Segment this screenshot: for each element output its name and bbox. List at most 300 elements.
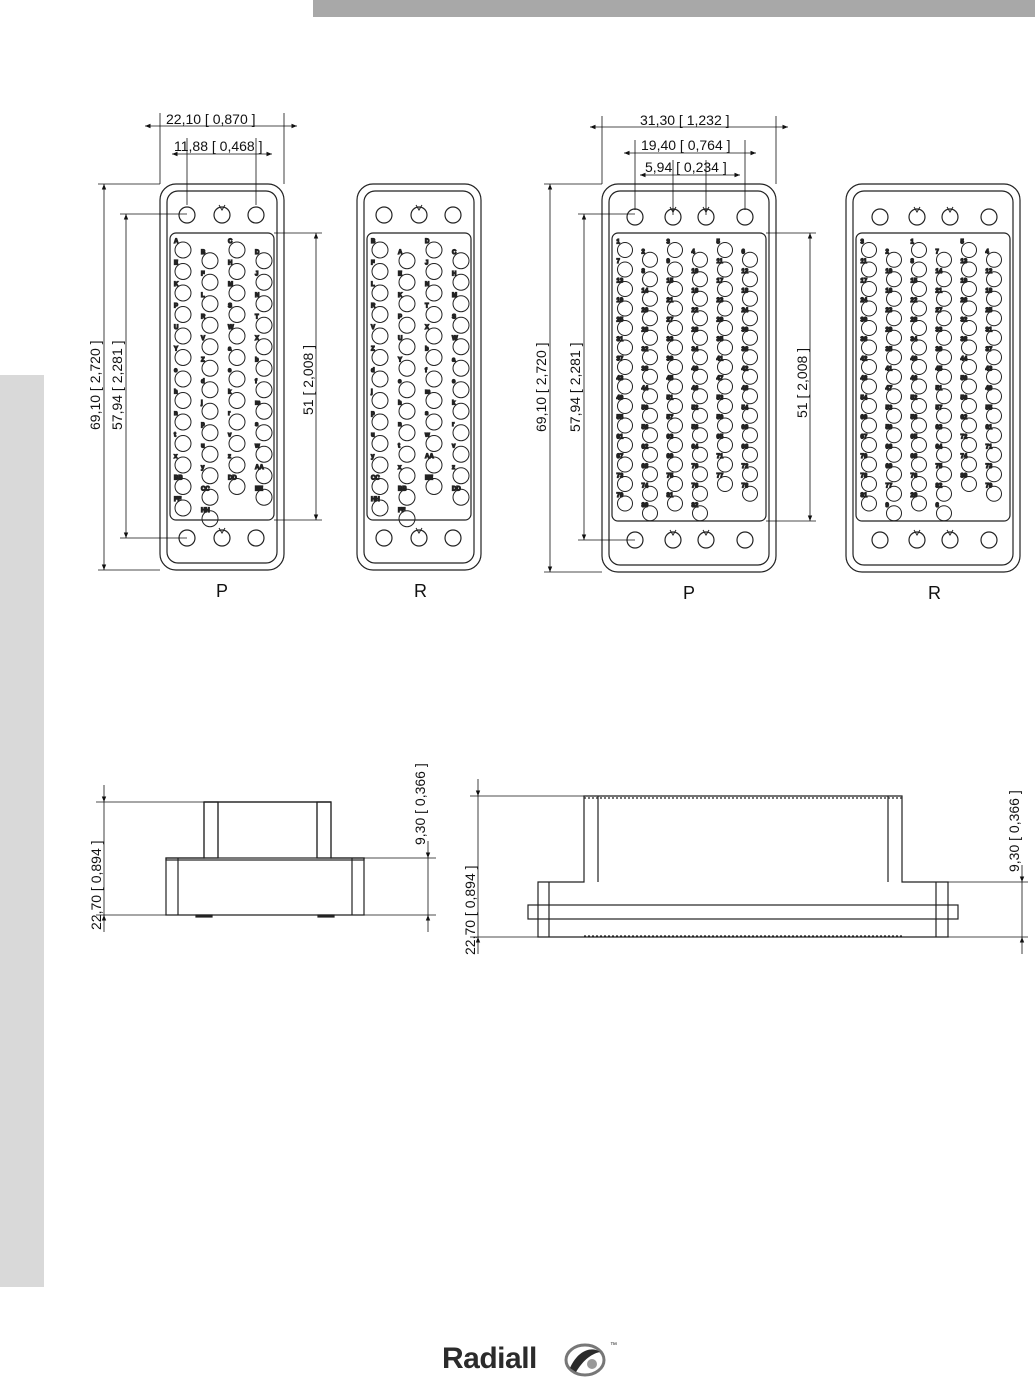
right-r-pin-label: 3	[860, 239, 864, 246]
left-p-pin-label: H	[228, 260, 233, 267]
right-p-pin-label: 33	[666, 337, 674, 343]
right-p-pin-label: 18	[741, 288, 749, 295]
right-r-pin-label: 28	[910, 317, 918, 324]
right-p-pin-label: 5	[716, 239, 720, 246]
left-r-pin-label: EE	[425, 475, 434, 482]
left-r-pin-label: w	[425, 432, 430, 439]
left-p-pin-label: D	[255, 249, 260, 256]
dimension-lines-top-left	[98, 113, 322, 570]
right-r-pin-label: 16	[885, 288, 893, 295]
left-r-pin-label: R	[371, 303, 376, 310]
right-p-pin-label: 80	[641, 502, 649, 509]
right-r-pin-label: 55	[985, 405, 993, 412]
left-r-pin-label: a	[452, 357, 456, 364]
right-p-pin-label: 49	[616, 395, 624, 402]
right-p-pin-label: 64	[691, 444, 699, 451]
right-p-pin-label: 81	[666, 493, 674, 499]
right-r-pin-label: 11	[860, 259, 867, 265]
right-r-pin-label: 41	[885, 366, 893, 373]
left-p-pin-label: b	[255, 357, 259, 364]
right-r-pin-label: 13	[960, 259, 968, 265]
dim-tr-width-mid: 19,40 [ 0,764 ]	[641, 137, 731, 153]
mounting-holes-left-p	[179, 205, 264, 546]
right-r-pin-label: 40	[910, 356, 918, 363]
right-r-pin-label: 8	[910, 259, 914, 265]
right-r-pin-label: 82	[935, 483, 943, 490]
right-p-pin-label: 48	[741, 385, 749, 392]
right-r-pin-label: 70	[860, 454, 868, 460]
right-p-pin-label: 11	[716, 259, 723, 265]
right-r-pin-label: 27	[935, 307, 943, 314]
right-r-pin-label: 6	[935, 502, 939, 509]
left-r-pin-label: X	[425, 325, 430, 331]
right-p-pin-label: 38	[641, 366, 649, 373]
right-p-pin-label: 53	[716, 395, 724, 402]
left-p-pin	[256, 274, 272, 290]
right-p-pin-label: 20	[641, 307, 649, 314]
dim-tl-insert-height: 51 [ 2,008 ]	[300, 344, 316, 415]
right-p-mount-hole	[737, 209, 753, 225]
right-p-pin-label: 8	[641, 268, 645, 275]
left-p-pin-label: W	[228, 325, 234, 331]
right-r-pin-label: 21	[935, 288, 943, 295]
right-r-pin-label: 9	[885, 502, 889, 509]
right-p-pin-label: 4	[691, 249, 695, 256]
left-p-pin-label: V	[201, 335, 206, 342]
right-p-pin-label: 1	[616, 239, 620, 246]
right-p-pin-label: 28	[691, 327, 699, 334]
right-r-pin-label: 17	[860, 278, 868, 285]
right-r-pin-label: 15	[910, 278, 918, 285]
left-p-pin	[256, 382, 272, 398]
right-p-pin-label: 34	[691, 346, 699, 353]
right-r-pin-label: 5	[960, 239, 964, 246]
right-r-pin-label: 78	[860, 473, 868, 480]
connector-face-right-p	[602, 184, 776, 572]
right-p-pin-label: 56	[641, 424, 649, 431]
right-r-pin-label: 36	[860, 337, 868, 343]
left-r-pin-label: r	[452, 421, 455, 428]
left-r-pin-label: z	[452, 464, 455, 471]
right-r-pin-label: 14	[935, 268, 943, 275]
right-r-pin-label: 58	[910, 415, 918, 421]
right-p-mount-hole	[737, 532, 753, 548]
logo-trademark: ™	[610, 1342, 617, 1349]
right-r-pin-label: 25	[985, 307, 993, 314]
left-p-pin-label: h	[174, 389, 178, 396]
right-r-pin-label: 48	[860, 376, 868, 382]
right-p-pin-label: 37	[616, 356, 624, 363]
right-p-pin-label: 54	[741, 405, 749, 412]
right-r-pin-label: 2	[885, 249, 889, 256]
right-p-pin-label: 36	[741, 346, 749, 353]
left-r-pin-label: N	[425, 282, 430, 288]
left-p-pin	[175, 457, 191, 473]
left-r-pin-label: v	[452, 443, 456, 450]
left-p-pin-label: v	[228, 432, 232, 439]
logo-swirl-icon	[562, 1342, 608, 1378]
side-view-right	[528, 796, 958, 937]
right-r-pin-label: 79	[985, 483, 993, 490]
right-r-pin-label: 46	[910, 376, 918, 382]
left-r-pin-label: S	[452, 314, 457, 321]
right-r-pin-label: 67	[860, 434, 868, 441]
right-r-pin-label: 38	[960, 337, 968, 343]
left-p-pin-label: u	[201, 443, 205, 450]
left-r-pin-label: d	[371, 368, 375, 374]
left-r-pin-label: j	[371, 389, 373, 396]
left-p-pin-label: B	[201, 249, 206, 256]
dim-tl-width-inner: 11,88 [ 0,468 ]	[174, 138, 263, 154]
right-p-pin-label: 73	[616, 473, 624, 480]
right-r-pin-label: 61	[985, 424, 993, 431]
right-p-pin-label: 65	[716, 434, 724, 441]
right-p-pin-label: 60	[741, 424, 749, 431]
left-p-pin	[229, 371, 245, 387]
left-p-pin	[229, 393, 245, 409]
left-p-pin-label: Z	[201, 357, 205, 364]
dim-tl-width-outer: 22,10 [ 0,870 ]	[166, 111, 256, 127]
left-p-pin-label: k	[228, 389, 232, 396]
right-p-pin-label: 26	[641, 327, 649, 334]
right-r-pin-label: 18	[985, 288, 993, 295]
right-p-pin-label: 42	[741, 366, 749, 373]
left-p-pin-label: S	[228, 303, 233, 310]
left-r-pin-label: Y	[398, 357, 403, 364]
right-r-pin-label: 29	[885, 327, 893, 334]
dim-tl-height-outer: 69,10 [ 2,720 ]	[87, 340, 103, 430]
left-r-pin	[426, 371, 442, 387]
right-r-pin-label: 26	[960, 298, 968, 304]
right-r-pin-label: 44	[960, 356, 968, 363]
left-p-pin	[202, 403, 218, 419]
left-p-mount-hole	[248, 207, 264, 223]
dimension-lines-bottom-right	[470, 779, 1028, 954]
left-p-pin-label: N	[255, 292, 260, 299]
right-r-pin-label: 62	[960, 415, 968, 421]
right-p-pin-label: 79	[616, 493, 624, 499]
left-r-pin	[453, 425, 469, 441]
right-p-pin-label: 40	[691, 366, 699, 373]
right-r-pin-label: 53	[885, 405, 893, 412]
right-p-pin-label: 62	[641, 444, 649, 451]
right-p-pin-label: 70	[691, 463, 699, 470]
right-r-pin-label: 80	[960, 473, 968, 480]
right-p-pin-label: 46	[691, 385, 699, 392]
left-r-pin-label: y	[371, 454, 375, 460]
left-p-pin-label: C	[228, 239, 233, 245]
right-p-mount-hole	[627, 209, 643, 225]
right-p-pin-label: 19	[616, 298, 624, 304]
left-r-pin-label: Z	[371, 346, 375, 353]
left-r-mount-hole	[445, 530, 461, 546]
left-p-pin-label: r	[228, 411, 231, 417]
right-p-pin-label: 50	[641, 405, 649, 412]
left-r-pin-label: f	[425, 368, 427, 374]
right-r-pin-label: 59	[885, 424, 893, 431]
right-p-pin-label: 72	[741, 463, 749, 470]
left-r-mount-hole	[445, 207, 461, 223]
right-p-pin-label: 74	[641, 483, 649, 490]
side-view-left	[166, 802, 364, 917]
left-r-pin-label: t	[398, 443, 400, 450]
right-r-pin-label: 68	[910, 454, 918, 460]
right-p-pin-label: 66	[741, 444, 749, 451]
left-r-pin-label: J	[425, 260, 429, 267]
right-r-pin-label: 19	[960, 278, 968, 285]
mounting-holes-right-r	[872, 207, 997, 548]
right-p-pin-label: 57	[666, 415, 674, 421]
right-p-pin-label: 68	[641, 463, 649, 470]
right-r-pin-label: 57	[935, 405, 943, 412]
right-r-pin-label: 71	[985, 444, 993, 451]
left-p-pin-label: s	[255, 421, 259, 428]
left-p-pin	[229, 436, 245, 452]
left-r-pin-label: s	[425, 411, 429, 417]
right-r-pin-label: 73	[985, 463, 993, 470]
right-p-pin-label: 77	[716, 473, 724, 480]
left-r-pin-label: W	[452, 335, 458, 342]
left-p-pin-label: P	[174, 303, 179, 310]
left-r-pin-label: U	[398, 335, 403, 342]
left-r-pin-label: C	[452, 249, 457, 256]
left-r-pin-label: B	[371, 239, 376, 245]
left-r-pin-label: p	[371, 411, 375, 417]
left-r-pin-label: H	[452, 271, 457, 278]
right-p-pin-label: 27	[666, 317, 674, 324]
pin-grid-left-r	[370, 239, 469, 527]
left-p-pin	[175, 436, 191, 452]
left-p-pin-label: j	[201, 400, 203, 407]
right-r-pin-label: 75	[935, 463, 943, 470]
right-r-pin-label: 76	[910, 473, 918, 480]
dim-tr-width-outer: 31,30 [ 1,232 ]	[640, 112, 730, 128]
left-p-pin-label: t	[174, 432, 176, 439]
left-p-pin-label: e	[228, 368, 232, 374]
left-p-pin	[229, 350, 245, 366]
left-p-pin-label: F	[201, 271, 205, 278]
mounting-holes-right-p	[627, 207, 753, 548]
right-r-pin-label: 60	[860, 415, 868, 421]
right-p-pin-label: 2	[641, 249, 645, 256]
right-r-pin-label: 37	[985, 346, 993, 353]
left-r-pin-label: P	[398, 314, 403, 321]
left-r-pin-label: A	[398, 249, 403, 256]
left-r-pin-label: FF	[398, 507, 406, 514]
right-r-pin-label: 50	[960, 376, 968, 382]
left-r-pin	[426, 264, 442, 280]
right-r-pin-label: 74	[960, 454, 968, 460]
left-p-pin-label: BB	[174, 475, 183, 482]
view-label-left-r: R	[414, 581, 427, 601]
left-p-mount-hole	[179, 207, 195, 223]
right-p-pin-label: 71	[716, 454, 724, 460]
right-p-pin-label: 17	[716, 278, 724, 285]
left-p-pin-label: n	[174, 411, 178, 417]
right-p-pin-label: 45	[666, 376, 674, 382]
left-p-pin-label: c	[174, 368, 178, 374]
right-r-pin-label: 49	[985, 385, 993, 392]
connector-face-left-r	[357, 184, 481, 570]
right-p-pin-label: 12	[741, 268, 749, 275]
connector-face-right-r	[846, 184, 1020, 572]
right-p-pin-label: 21	[666, 298, 674, 304]
left-p-pin-label: y	[201, 464, 205, 471]
right-p-pin-label: 35	[716, 337, 724, 343]
right-r-pin-label: 81	[860, 493, 868, 499]
left-p-pin-label: p	[201, 421, 205, 428]
logo-wordmark: Radiall	[442, 1342, 537, 1375]
left-p-pin-label: T	[255, 314, 259, 321]
right-r-pin-label: 7	[935, 249, 939, 256]
left-r-pin	[453, 403, 469, 419]
right-r-mount-hole	[872, 209, 888, 225]
right-r-pin-label: 66	[885, 444, 893, 451]
right-p-pin-label: 9	[666, 259, 670, 265]
right-p-pin-label: 24	[741, 307, 749, 314]
left-r-pin	[372, 393, 388, 409]
left-r-pin	[453, 446, 469, 462]
left-p-pin-label: f	[255, 378, 257, 385]
right-r-pin-label: 12	[985, 268, 993, 275]
right-p-pin-label: 82	[691, 502, 699, 509]
left-r-pin-label: V	[371, 325, 376, 331]
right-p-pin-label: 10	[691, 268, 699, 275]
right-p-pin-label: 43	[616, 376, 624, 382]
pin-grid-right-p	[617, 240, 758, 521]
left-r-pin-label: h	[398, 400, 402, 407]
left-r-pin	[453, 360, 469, 376]
right-p-pin-label: 41	[716, 356, 724, 363]
right-r-pin-label: 54	[860, 395, 868, 402]
dim-tr-height-inner: 57,94 [ 2,281 ]	[567, 342, 583, 432]
left-r-pin-label: c	[398, 378, 402, 385]
dim-tr-height-outer: 69,10 [ 2,720 ]	[533, 342, 549, 432]
right-r-pin-label: 77	[885, 483, 893, 490]
left-r-pin-label: e	[452, 378, 456, 385]
right-r-pin-label: 43	[985, 366, 993, 373]
left-p-pin-label: J	[255, 271, 259, 278]
left-p-pin-label: d	[201, 378, 205, 385]
view-label-left-p: P	[216, 581, 229, 601]
left-r-pin	[399, 468, 415, 484]
right-r-pin-label: 72	[960, 434, 968, 441]
right-p-pin-label: 6	[741, 249, 745, 256]
left-p-pin	[229, 414, 245, 430]
right-p-pin-label: 23	[716, 298, 724, 304]
left-r-pin-label: L	[371, 282, 375, 288]
right-p-pin-label: 76	[691, 483, 699, 490]
left-p-pin-label: K	[174, 282, 179, 288]
right-p-pin-label: 47	[716, 376, 724, 382]
right-r-pin-label: 65	[910, 434, 918, 441]
right-p-pin-label: 39	[666, 356, 674, 363]
right-p-pin-label: 15	[666, 278, 674, 285]
dim-br-flange-height: 9,30 [ 0,366 ]	[1006, 790, 1022, 872]
right-p-pin-label: 61	[616, 434, 624, 441]
left-r-pin-label: HH	[371, 497, 380, 503]
left-r-pin	[453, 468, 469, 484]
right-r-pin-label: 32	[960, 317, 968, 324]
left-p-pin-label: z	[228, 454, 231, 460]
left-r-pin-label: CC	[371, 475, 380, 482]
pin-grid-right-r	[861, 240, 1002, 521]
right-r-pin-label: 47	[885, 385, 893, 392]
left-r-pin-label: n	[398, 421, 402, 428]
dim-br-total-height: 22,70 [ 0,894 ]	[462, 865, 478, 955]
right-p-pin-label: 75	[666, 473, 674, 480]
right-r-pin-label: 24	[860, 298, 868, 304]
view-label-right-p: P	[683, 583, 696, 603]
left-r-pin	[372, 457, 388, 473]
right-p-pin-label: 67	[616, 454, 624, 460]
left-p-pin-label: a	[228, 346, 232, 353]
left-p-pin-label: R	[201, 314, 206, 321]
right-p-pin-label: 55	[616, 415, 624, 421]
right-r-pin-label: 51	[935, 385, 943, 392]
left-p-pin-label: m	[255, 400, 261, 407]
right-r-pin-label: 63	[935, 424, 943, 431]
right-p-pin-label: 51	[666, 395, 674, 402]
right-p-pin-label: 25	[616, 317, 624, 324]
right-r-mount-hole	[981, 532, 997, 548]
right-r-pin-label: 56	[960, 395, 968, 402]
right-r-pin-label: 10	[885, 268, 893, 275]
left-r-pin-label: T	[425, 303, 429, 310]
left-r-pin	[399, 382, 415, 398]
left-r-pin-label: b	[425, 346, 429, 353]
right-r-pin-label: 35	[885, 346, 893, 353]
left-p-pin-label: M	[228, 282, 233, 288]
right-p-pin-label: 30	[741, 327, 749, 334]
left-r-pin	[426, 414, 442, 430]
right-p-pin-label: 63	[666, 434, 674, 441]
left-r-pin-label: BB	[398, 486, 407, 493]
right-r-mount-hole	[981, 209, 997, 225]
right-p-pin-label: 59	[716, 415, 724, 421]
right-p-pin-label: 69	[666, 454, 674, 460]
right-p-pin-label: 13	[616, 278, 624, 285]
right-r-pin-label: 31	[985, 327, 993, 334]
dim-bl-flange-height: 9,30 [ 0,366 ]	[412, 763, 428, 845]
right-r-pin-label: 45	[935, 366, 943, 373]
right-p-pin-label: 29	[716, 317, 724, 324]
right-r-pin-label: 64	[935, 444, 943, 451]
right-r-pin-label: 30	[860, 317, 868, 324]
left-r-pin-label: u	[371, 432, 375, 439]
left-p-pin	[202, 468, 218, 484]
left-r-pin	[399, 446, 415, 462]
right-r-pin-label: 23	[885, 307, 893, 314]
right-p-pin-label: 44	[641, 385, 649, 392]
left-p-pin-label: HH	[201, 507, 210, 514]
right-r-pin-label: 33	[935, 327, 943, 334]
brand-logo	[442, 1340, 622, 1380]
right-r-pin-label: 1	[910, 239, 914, 246]
left-r-pin-label: AA	[425, 454, 434, 460]
left-p-pin-label: Y	[174, 346, 179, 353]
right-p-pin-label: 3	[666, 239, 670, 246]
right-p-pin-label: 32	[641, 346, 649, 353]
left-r-mount-hole	[376, 530, 392, 546]
right-p-pin-label: 7	[616, 259, 620, 265]
left-r-mount-hole	[376, 207, 392, 223]
mounting-holes-left-r	[376, 205, 461, 546]
left-p-pin-label: L	[201, 292, 205, 299]
left-p-pin-label: DD	[228, 475, 237, 482]
right-r-pin-label: 34	[910, 337, 918, 343]
left-p-mount-hole	[248, 530, 264, 546]
